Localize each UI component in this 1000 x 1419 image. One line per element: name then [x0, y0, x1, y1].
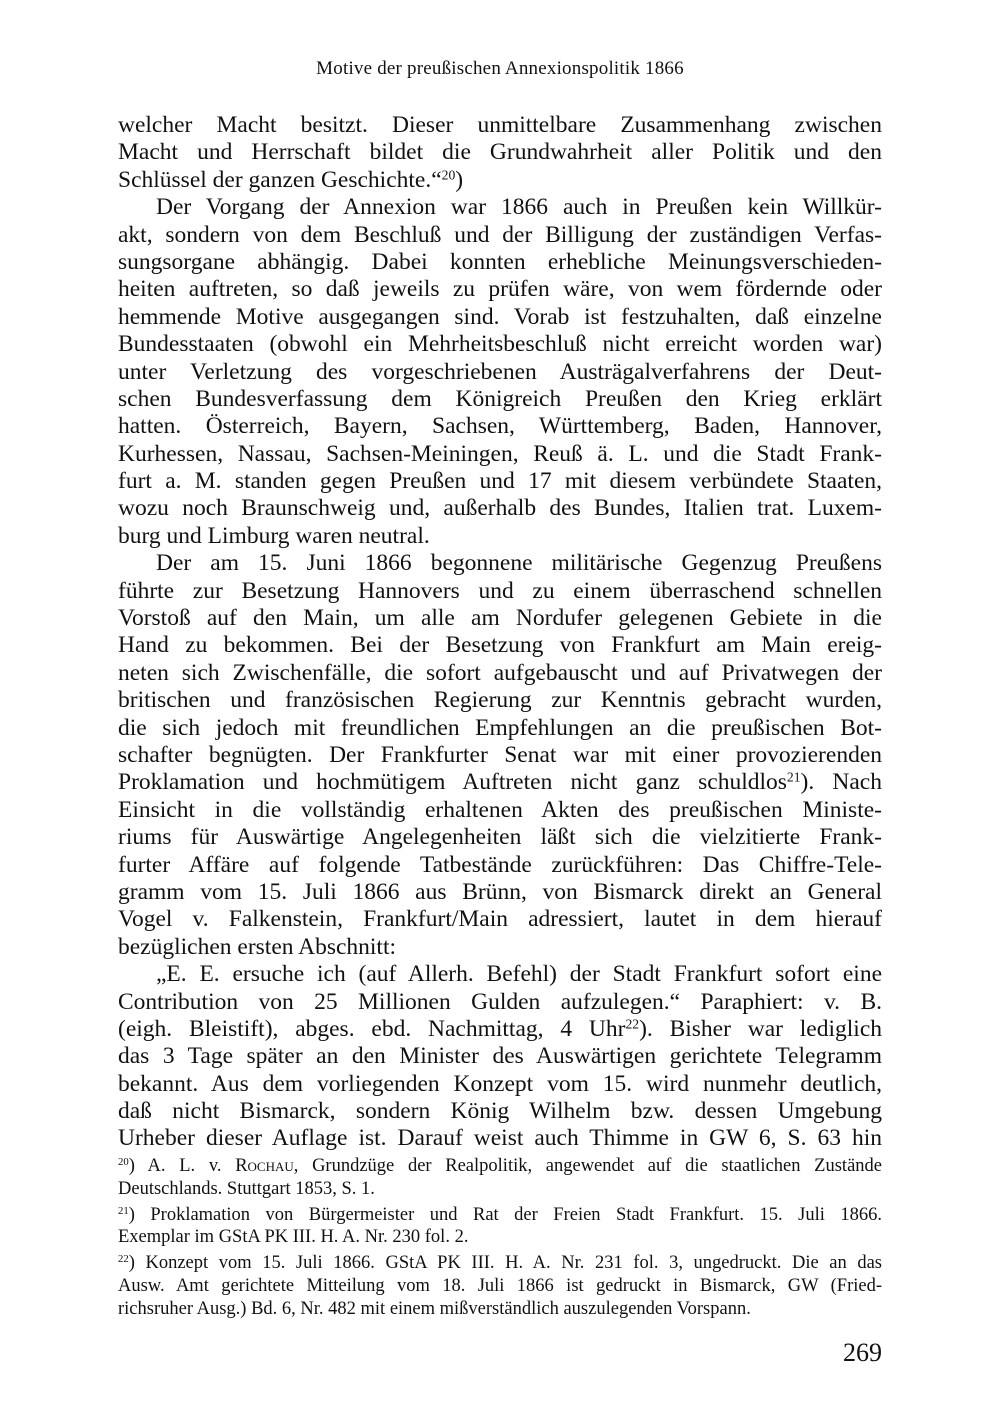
text-line — [118, 304, 882, 331]
line-text: Einsicht in die vollständig erhaltenen Akten des preußischen Ministe- — [118, 796, 882, 823]
text-line — [118, 989, 882, 1016]
line-text-after: ). Nach — [800, 769, 882, 796]
text-line — [118, 824, 882, 851]
text-line — [118, 797, 882, 824]
line-text: Schlüssel der ganzen Geschichte.“ — [118, 166, 442, 193]
footnote-text: ) Konzept vom 15. Juli 1866. GStA PK III. H. A. Nr. 231 fol. 3, ungedruckt. Die an das — [128, 1253, 882, 1274]
text-line — [118, 632, 882, 659]
line-text: bekannt. Aus dem vorliegenden Konzept vom 15. wird nunmehr deutlich, — [118, 1070, 882, 1097]
line-text: (eigh. Bleistift), abges. ebd. Nachmittag, 4 Uhr — [118, 1015, 626, 1042]
line-text: schen Bundesverfassung dem Königreich Preußen den Krieg erklärt — [118, 385, 882, 412]
text-line — [118, 687, 882, 714]
line-text: Kurhessen, Nassau, Sachsen-Meiningen, Reuß ä. L. und die Stadt Frank- — [118, 440, 882, 467]
text-line — [118, 194, 882, 221]
main-text — [118, 112, 882, 1153]
footnote-ref: 22 — [625, 1016, 640, 1032]
text-line — [118, 605, 882, 632]
line-text: bezüglichen ersten Abschnitt: — [118, 933, 397, 960]
text-line — [118, 331, 882, 358]
footnote-text-after: , Grundzüge der Realpolitik, angewendet auf die staatlichen Zustände — [293, 1156, 882, 1176]
footnote-number: 21 — [118, 1204, 129, 1217]
text-line — [118, 961, 882, 988]
line-text: Der Vorgang der Annexion war 1866 auch in Preußen kein Willkür- — [156, 194, 882, 221]
footnote-line — [118, 1275, 882, 1298]
footnote-line — [118, 1298, 882, 1321]
text-line — [118, 468, 882, 495]
text-line — [118, 276, 882, 303]
text-line — [118, 879, 882, 906]
line-text: Macht und Herrschaft bildet die Grundwahrheit aller Politik und den — [118, 139, 882, 166]
line-text: Proklamation und hochmütigem Auftreten nicht ganz schuldlos — [118, 769, 787, 796]
line-text: Vorstoß auf den Main, um alle am Nordufer gelegenen Gebiete in die — [118, 605, 882, 632]
line-text: „E. E. ersuche ich (auf Allerh. Befehl) der Stadt Frankfurt sofort eine — [156, 961, 882, 988]
text-line — [118, 715, 882, 742]
line-text: welcher Macht besitzt. Dieser unmittelbare Zusammenhang zwischen — [118, 112, 882, 138]
footnote-ref: 20 — [441, 167, 456, 183]
footnote-text: Ausw. Amt gerichtete Mitteilung vom 18. Juli 1866 ist gedruckt in Bismarck, GW (Fried- — [118, 1275, 882, 1296]
text-line — [118, 495, 882, 522]
text-line — [118, 769, 882, 796]
text-line — [118, 934, 882, 961]
text-line — [118, 112, 882, 139]
line-text: furter Affäre auf folgende Tatbestände zurückführen: Das Chiffre-Tele- — [118, 851, 882, 878]
text-line — [118, 359, 882, 386]
line-text: die sich jedoch mit freundlichen Empfehlungen an die preußischen Bot- — [118, 714, 882, 741]
line-text-after: ). Bisher war lediglich — [639, 1015, 882, 1042]
line-text: Der am 15. Juni 1866 begonnene militärische Gegenzug Preußens — [156, 550, 882, 577]
text-line — [118, 1071, 882, 1098]
author-name: Rochau — [235, 1156, 294, 1176]
text-line — [118, 386, 882, 413]
footnote-text: ) Proklamation von Bürgermeister und Rat der Freien Stadt Frankfurt. 15. Juli 1866. — [128, 1204, 882, 1225]
line-text: sungsorgane abhängig. Dabei konnten erhebliche Meinungsverschieden- — [118, 248, 882, 275]
footnote-text: richsruher Ausg.) Bd. 6, Nr. 482 mit einem mißverständlich auszulegenden Vorspann. — [118, 1298, 751, 1319]
line-text: unter Verletzung des vorgeschriebenen Austrägalverfahrens der Deut- — [118, 358, 882, 385]
text-line — [118, 660, 882, 687]
running-header: Motive der preußischen Annexionspolitik 1866 — [316, 58, 684, 79]
text-line — [118, 167, 882, 194]
text-line — [118, 1016, 882, 1043]
footnote-line — [118, 1155, 882, 1178]
text-line — [118, 906, 882, 933]
text-line — [118, 413, 882, 440]
footnote-number: 22 — [118, 1253, 129, 1266]
footnotes — [118, 1155, 882, 1321]
line-text: Hand zu bekommen. Bei der Besetzung von Frankfurt am Main ereig- — [118, 632, 882, 659]
line-text: heiten auftreten, so daß jeweils zu prüfen wäre, von wem fördernde oder — [118, 276, 882, 303]
line-text-after: ) — [455, 166, 464, 193]
line-text: riums für Auswärtige Angelegenheiten läßt sich die vielzitierte Frank- — [118, 824, 882, 851]
footnote-number: 20 — [118, 1156, 129, 1169]
text-line — [118, 578, 882, 605]
footnote-line — [118, 1178, 882, 1201]
text-line — [118, 523, 882, 550]
text-line — [118, 742, 882, 769]
footnote-line — [118, 1226, 882, 1249]
footnote-text: Exemplar im GStA PK III. H. A. Nr. 230 fol. 2. — [118, 1227, 469, 1248]
line-text: wozu noch Braunschweig und, außerhalb des Bundes, Italien trat. Luxem- — [118, 495, 882, 522]
line-text: Vogel v. Falkenstein, Frankfurt/Main adressiert, lautet in dem hierauf — [118, 906, 882, 933]
footnote-line — [118, 1204, 882, 1227]
text-line — [118, 249, 882, 276]
text-line — [118, 222, 882, 249]
line-text: Contribution von 25 Millionen Gulden aufzulegen.“ Paraphiert: v. B. — [118, 988, 882, 1015]
line-text: akt, sondern von dem Beschluß und der Billigung der zuständigen Verfas- — [118, 221, 882, 248]
line-text: daß nicht Bismarck, sondern König Wilhelm bzw. dessen Umgebung — [118, 1098, 882, 1125]
line-text: schafter begnügten. Der Frankfurter Senat war mit einer provozierenden — [118, 741, 882, 768]
line-text: das 3 Tage später an den Minister des Auswärtigen gerichtete Telegramm — [118, 1043, 882, 1070]
line-text: furt a. M. standen gegen Preußen und 17 mit diesem verbündete Staaten, — [118, 468, 882, 495]
text-line — [118, 852, 882, 879]
line-text: hatten. Österreich, Bayern, Sachsen, Württemberg, Baden, Hannover, — [118, 413, 882, 440]
line-text: Urheber dieser Auflage ist. Darauf weist auch Thimme in GW 6, S. 63 hin — [118, 1125, 882, 1152]
line-text: neten sich Zwischenfälle, die sofort aufgebauscht und auf Privatwegen der — [118, 659, 882, 686]
line-text: Bundesstaaten (obwohl ein Mehrheitsbeschluß nicht erreicht worden war) — [118, 331, 882, 358]
text-line — [118, 550, 882, 577]
footnote-line — [118, 1252, 882, 1275]
text-line — [118, 139, 882, 166]
line-text: burg und Limburg waren neutral. — [118, 522, 430, 549]
footnote-ref: 21 — [786, 769, 801, 785]
line-text: hemmende Motive ausgegangen sind. Vorab ist festzuhalten, daß einzelne — [118, 303, 882, 330]
text-line — [118, 441, 882, 468]
line-text: führte zur Besetzung Hannovers und zu einem überraschend schnellen — [118, 577, 882, 604]
text-line — [118, 1125, 882, 1152]
text-line — [118, 1098, 882, 1125]
line-text: britischen und französischen Regierung zur Kenntnis gebracht wurden, — [118, 687, 882, 714]
line-text: gramm vom 15. Juli 1866 aus Brünn, von Bismarck direkt an General — [118, 878, 882, 905]
footnote-text: ) A. L. v. — [128, 1156, 236, 1176]
footnote-text: Deutschlands. Stuttgart 1853, S. 1. — [118, 1178, 375, 1199]
text-line — [118, 1043, 882, 1070]
page-number: 269 — [843, 1338, 882, 1367]
